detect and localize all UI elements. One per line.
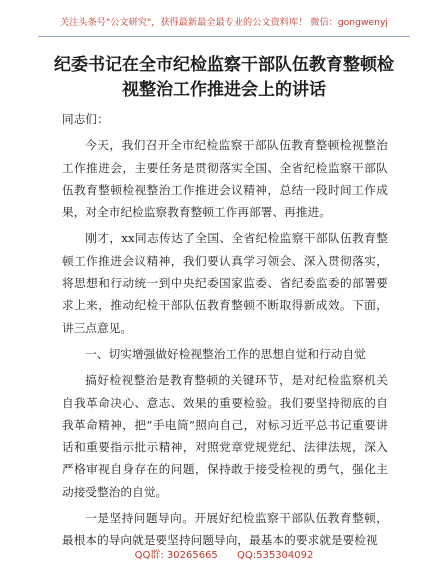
section-heading-1: 一、切实增强做好检视整治工作的思想自觉和行动自觉 — [85, 346, 366, 361]
paragraph-4: 一是坚持问题导向。开展好纪检监察干部队伍教育整顿，最根本的导向就是要坚持问题导向，最基本的要求就是要检视 — [62, 511, 388, 548]
title-line-1: 纪委书记在全市纪检监察干部队伍教育整顿检 — [54, 55, 394, 75]
footer-contacts — [0, 546, 448, 561]
title-line-2: 视整治工作推进会上的讲话 — [122, 80, 326, 100]
paragraph-1: 今天，我们召开全市纪检监察干部队伍教育整顿检视整治工作推进会，主要任务是贯彻落实全国、全省纪检监察干部队伍教育整顿检视整治工作推进会议精神，总结一段时间工作成果，对全市纪检监察教育整顿工作再部署、再推进。 — [62, 138, 388, 220]
salutation: 同志们： — [62, 112, 109, 126]
header-notice: 关注头条号"公文研究"，获得最新最全最专业的公文资料库！ 微信：gongwenyj — [60, 17, 388, 28]
document-title — [54, 53, 394, 103]
footer-qq: QQ:535304092 — [237, 550, 314, 561]
footer-qq-group: QQ群: 30265665 — [134, 550, 218, 561]
header-divider — [38, 36, 410, 37]
paragraph-3: 搞好检视整治是教育整顿的关键环节，是对纪检监察机关自我革命决心、意志、效果的重要检验。我们要坚持彻底的自我革命精神，把“手电筒”照向自己，对标习近平总书记重要讲话和重要指示批示精神，对照党章党规党纪、法律法规，深入严格审视自身存在的问题，保持敢于接受检视的勇气，强化主动接受整治的自觉。 — [62, 373, 388, 499]
paragraph-2: 刚才，xx同志传达了全国、全省纪检监察干部队伍教育整顿工作推进会议精神，我们要认真学习领会、深入贯彻落实，将思想和行动统一到中央纪委国家监委、省纪委监委的部署要求上来，推动纪检干部队伍教育整顿不断取得新成效。下面，讲三点意见。 — [62, 231, 388, 335]
document-body — [62, 108, 388, 556]
